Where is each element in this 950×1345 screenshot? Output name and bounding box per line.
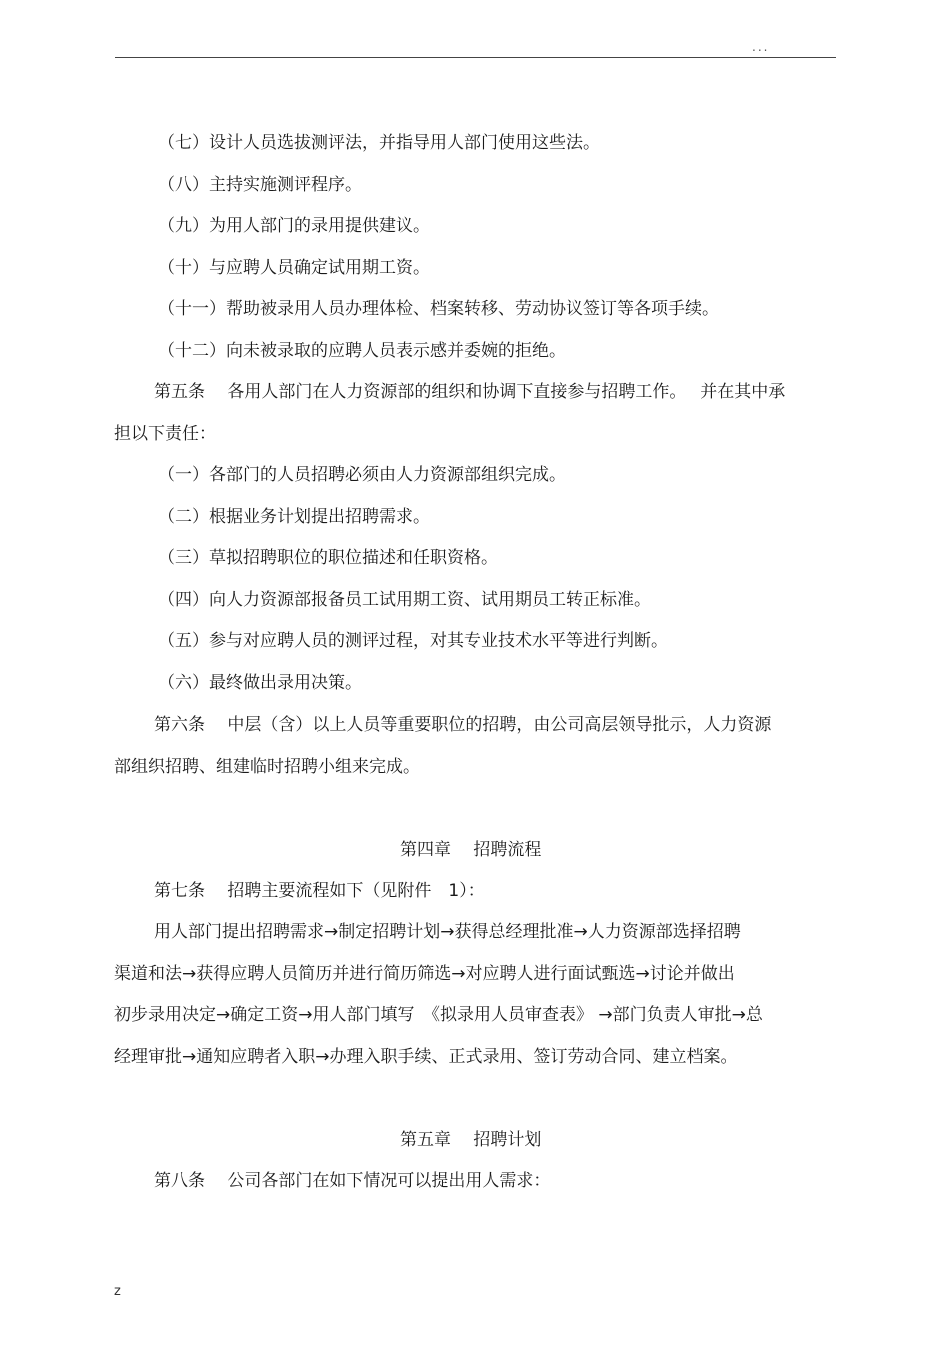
process-line-1: 用人部门提出招聘需求→制定招聘计划→获得总经理批准→人力资源部选择招聘 (154, 922, 741, 942)
process-line-2: 渠道和法→获得应聘人员简历并进行简历筛选→对应聘人进行面试甄选→讨论并做出 (114, 964, 735, 984)
clause-7: （七）设计人员选拔测评法，并指导用人部门使用这些法。 (158, 133, 600, 153)
chapter-4-heading: 第四章 招聘流程 (400, 840, 542, 860)
duty-6: （六）最终做出录用决策。 (158, 673, 362, 693)
duty-2: （二）根据业务计划提出招聘需求。 (158, 507, 430, 527)
clause-11: （十一）帮助被录用人员办理体检、档案转移、劳动协议签订等各项手续。 (158, 299, 719, 319)
footer-mark: z (114, 1284, 121, 1299)
header-rule (115, 57, 836, 58)
duty-3: （三）草拟招聘职位的职位描述和任职资格。 (158, 548, 498, 568)
clause-10: （十）与应聘人员确定试用期工资。 (158, 258, 430, 278)
header-dots: ... (752, 40, 770, 54)
article-8: 第八条 公司各部门在如下情况可以提出用人需求： (154, 1171, 551, 1191)
article-6-line-1: 第六条 中层（含）以上人员等重要职位的招聘，由公司高层领导批示，人力资源 (154, 715, 772, 735)
chapter-5-heading: 第五章 招聘计划 (400, 1130, 542, 1150)
duty-1: （一）各部门的人员招聘必须由人力资源部组织完成。 (158, 465, 566, 485)
duty-4: （四）向人力资源部报备员工试用期工资、试用期员工转正标准。 (158, 590, 651, 610)
clause-12: （十二）向未被录取的应聘人员表示感并委婉的拒绝。 (158, 341, 566, 361)
article-6-line-2: 部组织招聘、组建临时招聘小组来完成。 (114, 757, 420, 777)
process-line-4: 经理审批→通知应聘者入职→办理入职手续、正式录用、签订劳动合同、建立档案。 (114, 1047, 738, 1067)
article-5-line-1: 第五条 各用人部门在人力资源部的组织和协调下直接参与招聘工作。 并在其中承 (154, 382, 786, 402)
clause-8: （八）主持实施测评程序。 (158, 175, 362, 195)
clause-9: （九）为用人部门的录用提供建议。 (158, 216, 430, 236)
article-7: 第七条 招聘主要流程如下（见附件 1）： (154, 881, 485, 901)
duty-5: （五）参与对应聘人员的测评过程，对其专业技术水平等进行判断。 (158, 631, 668, 651)
article-5-line-2: 担以下责任： (114, 424, 216, 444)
process-line-3: 初步录用决定→确定工资→用人部门填写 《拟录用人员审查表》 →部门负责人审批→总 (114, 1005, 763, 1025)
